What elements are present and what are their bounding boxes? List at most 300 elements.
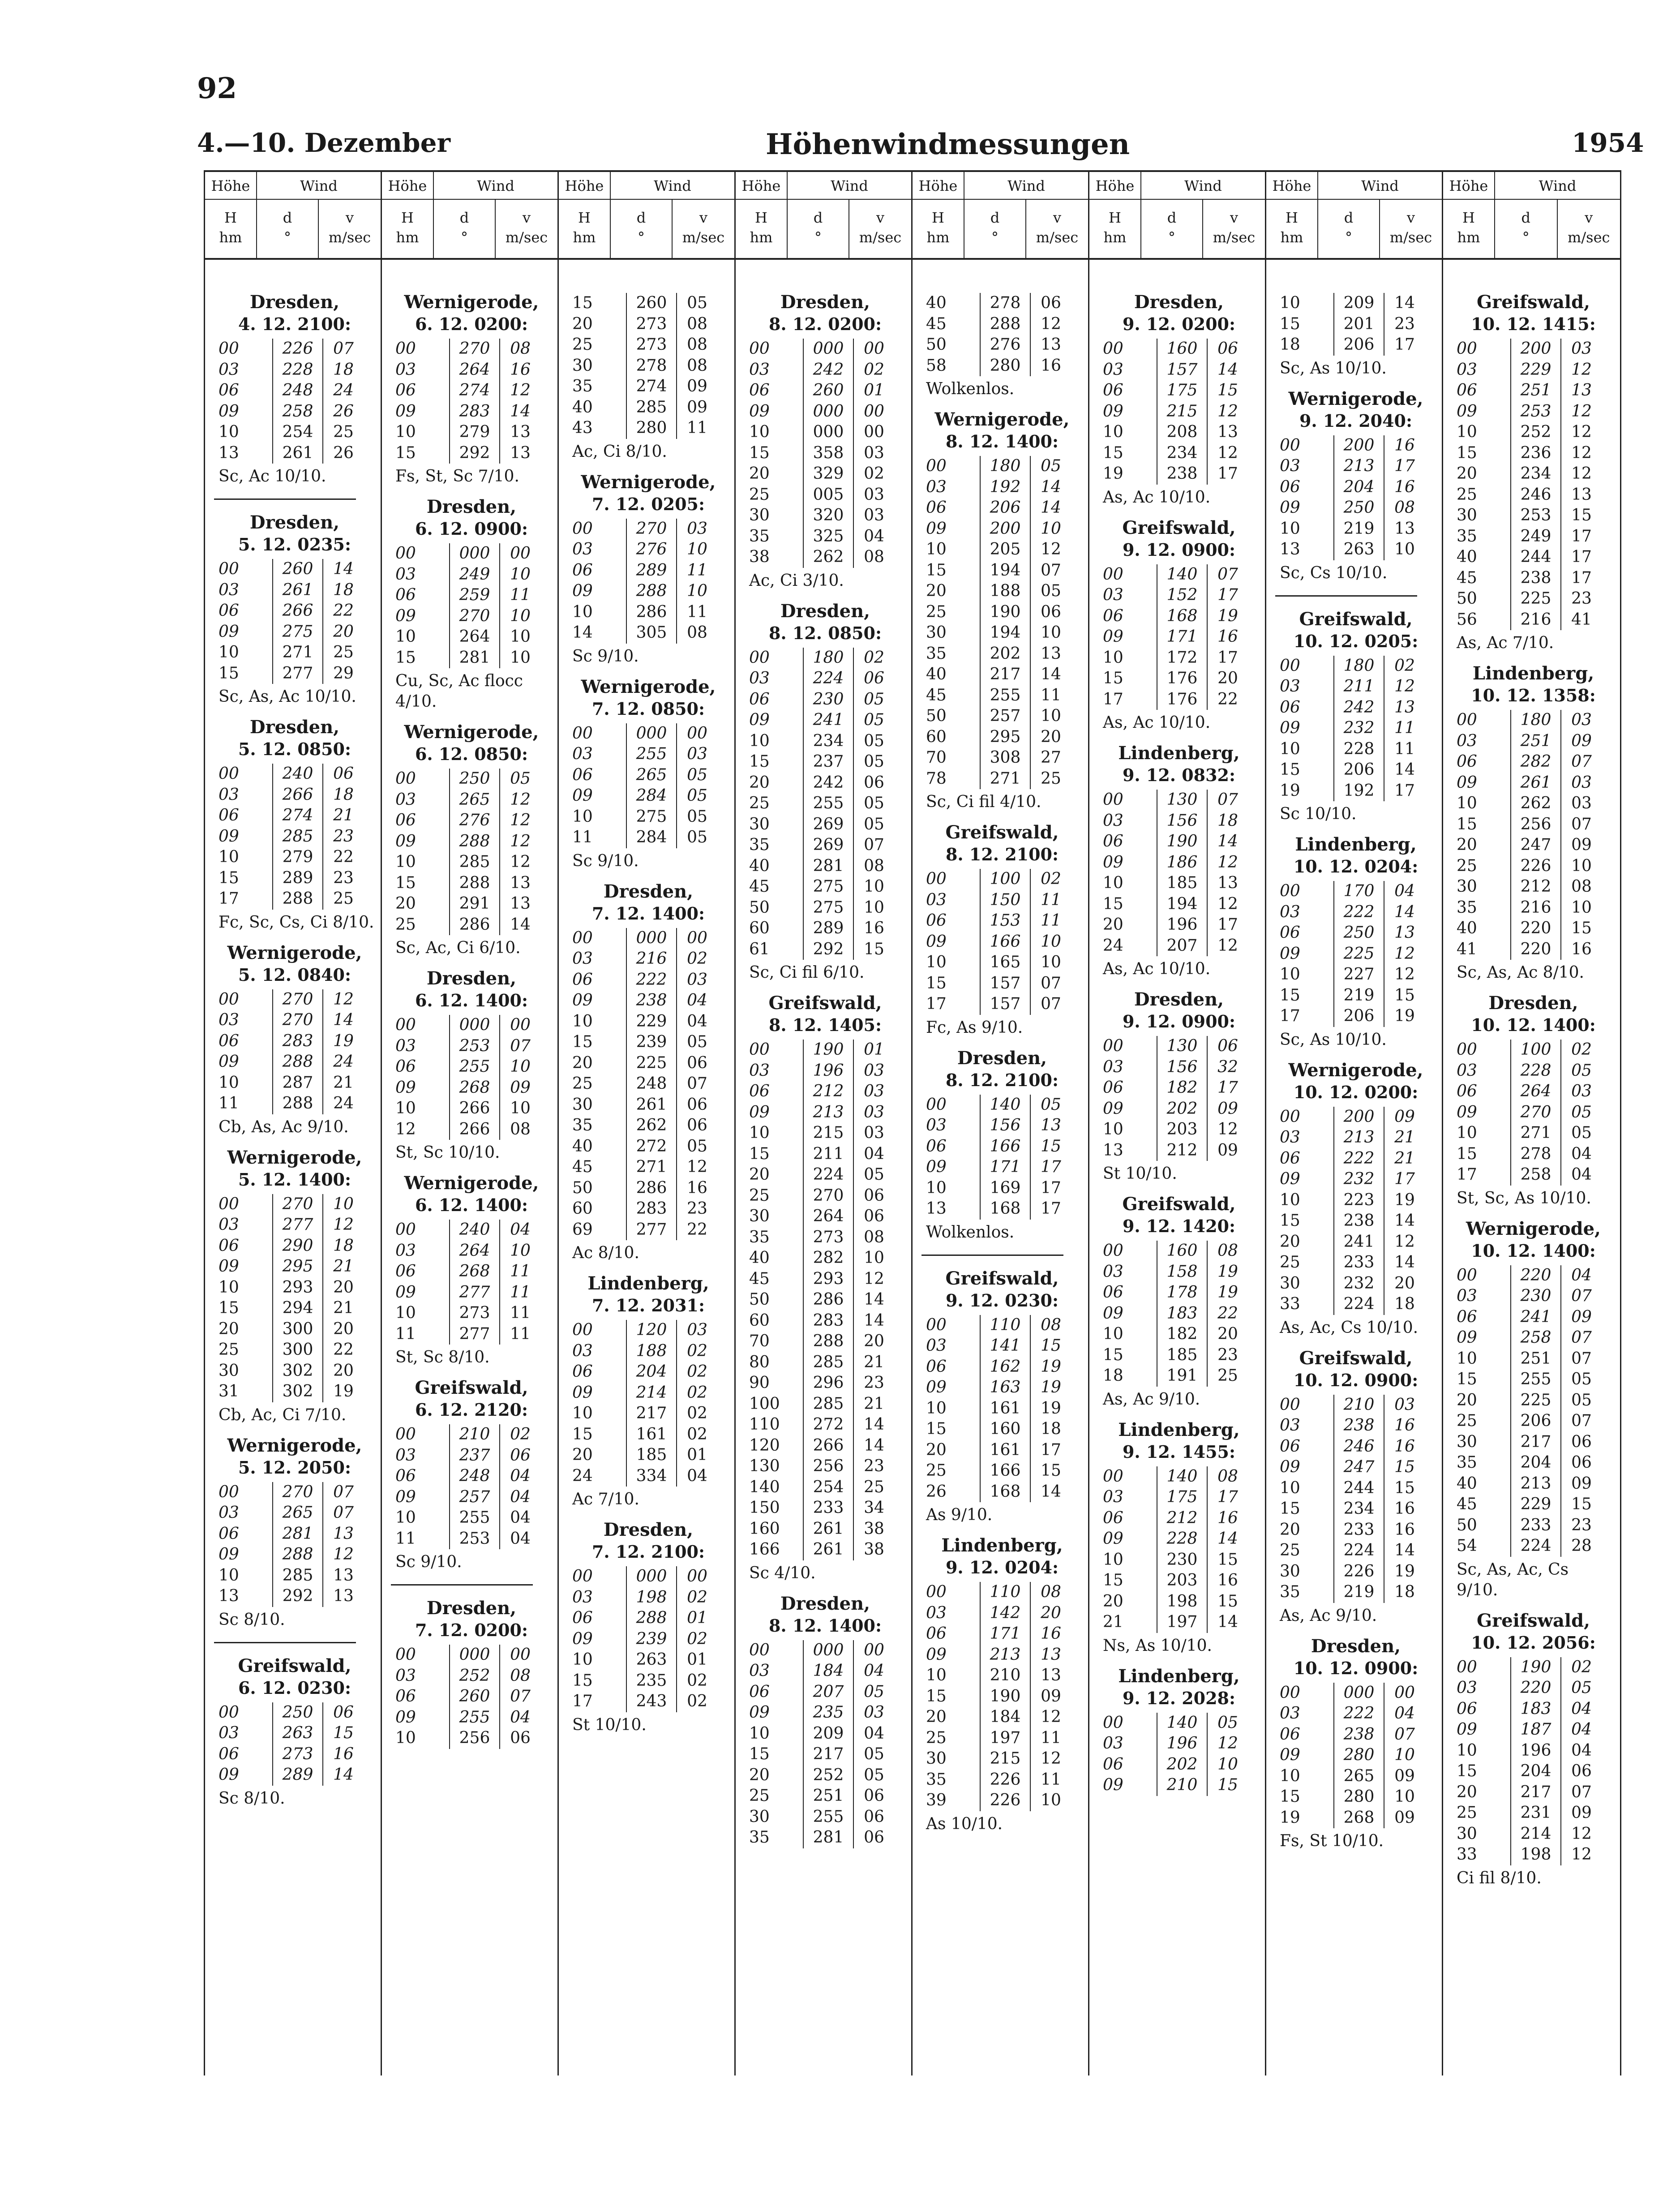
cell-speed: 07 [333, 1482, 354, 1501]
cell-direction: 168 [980, 1199, 1030, 1220]
cell-direction: 247 [1511, 835, 1561, 856]
cell-speed: 17 [1217, 648, 1238, 667]
cell-height: 25 [926, 1461, 947, 1480]
table-row [921, 932, 1071, 953]
table-row [745, 1682, 894, 1703]
cell-direction: 272 [803, 1414, 853, 1435]
observation-block [214, 511, 375, 707]
cloud-note: Cb, As, Ac 9/10. [219, 1117, 349, 1136]
cell-height: 03 [926, 1336, 947, 1355]
table-row [214, 989, 364, 1010]
cell-height: 09 [219, 622, 239, 641]
table-row [1098, 1713, 1248, 1734]
station-name: Lindenberg, [1118, 1419, 1240, 1440]
cell-speed: 15 [1394, 1478, 1415, 1497]
header-v [496, 200, 557, 258]
station-name: Wernigerode, [227, 1147, 362, 1168]
cell-speed: 04 [864, 1662, 884, 1680]
cell-speed: 12 [1041, 1708, 1061, 1726]
table-row [921, 994, 1071, 1015]
table-row [568, 1445, 717, 1466]
measurement-table [214, 1482, 364, 1607]
cell-direction: 239 [626, 1032, 677, 1053]
cell-direction: 190 [980, 602, 1030, 623]
table-row [391, 894, 540, 915]
cell-height: 10 [1280, 1190, 1300, 1209]
table-row [1452, 1328, 1602, 1349]
cell-speed: 12 [1217, 402, 1238, 421]
cloud-note: Sc 4/10. [749, 1564, 816, 1582]
table-row [391, 1098, 540, 1119]
measurement-table [921, 456, 1071, 789]
cell-speed: 17 [1217, 586, 1238, 604]
cell-speed: 11 [510, 1283, 531, 1302]
cell-height: 09 [1280, 719, 1300, 737]
cell-direction: 266 [273, 601, 323, 622]
measurement-table [568, 519, 717, 644]
cell-speed: 14 [864, 1436, 884, 1455]
observation-block [1275, 608, 1436, 825]
table-row [1452, 1144, 1602, 1165]
cell-height: 00 [1457, 711, 1477, 729]
header-d [788, 200, 849, 258]
table-row [921, 1377, 1071, 1398]
cell-direction: 226 [273, 339, 323, 360]
cell-height: 25 [219, 1341, 239, 1359]
cell-speed: 12 [1041, 1749, 1061, 1768]
cell-speed: 08 [864, 1228, 884, 1246]
observation-block [921, 1268, 1083, 1526]
cell-direction: 248 [450, 1466, 500, 1487]
table-row [1275, 477, 1425, 498]
table-row [745, 1081, 894, 1102]
header-h-text: H [224, 209, 237, 226]
cell-direction: 270 [450, 339, 500, 360]
cell-height: 06 [219, 806, 239, 825]
cloud-note: Ci fil 8/10. [1457, 1869, 1542, 1887]
cell-height: 13 [1280, 540, 1300, 559]
cell-speed: 10 [510, 627, 531, 646]
cell-direction: 203 [1157, 1570, 1207, 1591]
header-h-text: hm [926, 229, 950, 246]
observation-datetime: 10. 12. 1400: [1471, 1015, 1596, 1035]
cell-speed: 09 [1571, 1307, 1592, 1326]
cell-speed: 11 [1041, 911, 1061, 930]
cell-direction: 005 [803, 485, 853, 506]
cell-height: 10 [572, 807, 593, 826]
header-v-text: v [1230, 209, 1239, 226]
cell-speed: 14 [1217, 1530, 1238, 1548]
cloud-note: Sc, Cs 10/10. [1280, 563, 1388, 582]
cell-direction: 110 [980, 1315, 1030, 1336]
cell-direction: 214 [626, 1383, 677, 1404]
cell-direction: 270 [273, 1482, 323, 1503]
cell-speed: 10 [1041, 1791, 1061, 1809]
station-name: Wernigerode, [404, 722, 539, 743]
header-d-text: ° [1522, 229, 1530, 246]
cell-speed: 08 [864, 856, 884, 875]
table-row [745, 1477, 894, 1498]
cell-direction: 213 [980, 1645, 1030, 1666]
cell-height: 15 [572, 1671, 593, 1690]
cell-speed: 13 [333, 1587, 354, 1605]
table-row [568, 356, 717, 377]
cell-height: 00 [395, 1016, 416, 1034]
cell-speed: 02 [687, 1425, 707, 1444]
cell-speed: 10 [1394, 540, 1415, 559]
cell-direction: 271 [273, 642, 323, 663]
cell-direction: 280 [980, 356, 1030, 377]
cell-speed: 16 [333, 1745, 354, 1763]
table-row [1452, 568, 1602, 589]
observation-datetime: 4. 12. 2100: [238, 314, 351, 334]
table-row [921, 623, 1071, 644]
cell-direction: 204 [1511, 1761, 1561, 1782]
cell-direction: 165 [980, 952, 1030, 973]
cell-speed: 00 [864, 423, 884, 441]
cell-direction: 141 [980, 1336, 1030, 1357]
cell-direction: 184 [803, 1661, 853, 1682]
table-row [921, 1665, 1071, 1686]
measurement-table [391, 543, 540, 668]
table-row [568, 949, 717, 970]
table-row [1098, 1591, 1248, 1612]
cell-speed: 05 [510, 769, 531, 788]
cell-speed: 22 [333, 602, 354, 620]
table-row [568, 1608, 717, 1629]
cell-speed: 22 [333, 848, 354, 866]
cell-speed: 12 [333, 1216, 354, 1234]
cell-speed: 19 [1394, 1007, 1415, 1025]
cell-speed: 19 [1394, 1562, 1415, 1581]
cell-height: 10 [395, 1304, 416, 1322]
cell-speed: 24 [333, 1094, 354, 1113]
table-column [1266, 172, 1443, 2075]
cell-height: 06 [219, 1745, 239, 1763]
cell-height: 03 [926, 1116, 947, 1134]
cell-direction: 279 [273, 847, 323, 868]
cell-height: 09 [749, 1703, 770, 1722]
cell-speed: 12 [1571, 464, 1592, 483]
table-row [921, 644, 1071, 665]
cell-height: 03 [1280, 457, 1300, 475]
cell-height: 00 [572, 724, 593, 743]
table-row [745, 835, 894, 856]
cell-direction: 281 [273, 1524, 323, 1545]
table-row [568, 1691, 717, 1712]
cell-speed: 13 [510, 894, 531, 913]
header-v [1026, 200, 1088, 258]
cell-speed: 10 [864, 877, 884, 896]
cell-speed: 16 [1394, 436, 1415, 455]
observation-block [1275, 1059, 1436, 1338]
cell-speed: 10 [510, 1241, 531, 1260]
cell-speed: 16 [1571, 940, 1592, 958]
table-row [1098, 790, 1248, 811]
cell-direction: 270 [273, 1010, 323, 1031]
header-v-text: m/sec [682, 229, 725, 246]
cell-height: 40 [1457, 548, 1477, 566]
cell-height: 06 [749, 1082, 770, 1100]
cell-speed: 20 [1041, 1603, 1061, 1622]
cell-speed: 05 [864, 815, 884, 834]
table-row [1275, 1395, 1425, 1416]
table-row [745, 547, 894, 568]
cell-height: 15 [219, 868, 239, 887]
cloud-note: Ac 7/10. [572, 1490, 639, 1508]
cell-height: 70 [749, 1332, 770, 1350]
cell-direction: 206 [980, 498, 1030, 519]
cell-height: 21 [1103, 1613, 1123, 1631]
cell-speed: 02 [1041, 870, 1061, 888]
cell-direction: 000 [450, 543, 500, 564]
table-row [1452, 1349, 1602, 1370]
cell-height: 10 [1103, 648, 1123, 667]
cell-height: 40 [926, 294, 947, 312]
table-row [568, 928, 717, 949]
cell-speed: 16 [1394, 1437, 1415, 1456]
cell-speed: 10 [510, 1057, 531, 1076]
cell-direction: 283 [273, 1031, 323, 1052]
cell-height: 09 [1280, 1458, 1300, 1476]
table-row [1452, 1657, 1602, 1678]
cell-height: 03 [572, 1341, 593, 1360]
cell-height: 10 [1280, 1766, 1300, 1785]
table-row [214, 764, 364, 785]
observation-datetime: 8. 12. 1400: [945, 431, 1059, 451]
cell-speed: 15 [1394, 986, 1415, 1005]
cell-speed: 07 [1041, 561, 1061, 580]
cell-direction: 232 [1334, 1169, 1384, 1190]
table-row [1452, 443, 1602, 464]
cell-direction: 264 [450, 1241, 500, 1262]
header-h-text: H [755, 209, 767, 226]
table-row [214, 1723, 364, 1744]
header-d [1495, 200, 1558, 258]
cell-height: 09 [395, 832, 416, 851]
section-divider [214, 1642, 356, 1643]
cell-direction: 187 [1511, 1719, 1561, 1740]
station-name: Greifswald, [768, 993, 882, 1014]
cell-speed: 20 [1041, 727, 1061, 746]
cell-height: 20 [749, 773, 770, 792]
header-v-text: v [1053, 209, 1062, 226]
cell-direction: 204 [1511, 1452, 1561, 1474]
cell-direction: 211 [1334, 676, 1384, 697]
table-row [391, 1728, 540, 1749]
cell-speed: 07 [1571, 1349, 1592, 1368]
table-row [391, 1078, 540, 1099]
cell-speed: 12 [510, 381, 531, 400]
header-d-text: ° [461, 229, 468, 246]
cell-speed: 12 [1571, 1824, 1592, 1843]
cell-direction: 255 [450, 1057, 500, 1078]
cell-direction: 252 [450, 1666, 500, 1687]
cloud-note: Sc, As, Ac 10/10. [219, 688, 356, 706]
cell-direction: 255 [626, 744, 677, 765]
table-row [1275, 1724, 1425, 1745]
observation-block [391, 1597, 552, 1749]
cell-speed: 05 [864, 690, 884, 709]
cell-speed: 06 [333, 765, 354, 783]
cell-height: 00 [395, 1425, 416, 1444]
table-row [1098, 401, 1248, 422]
table-row [921, 1178, 1071, 1199]
table-row [921, 560, 1071, 581]
cell-direction: 277 [450, 1324, 500, 1345]
cell-direction: 288 [273, 1544, 323, 1565]
cell-speed: 10 [510, 648, 531, 667]
table-row [1098, 1036, 1248, 1057]
cell-speed: 19 [1217, 606, 1238, 625]
cell-height: 11 [395, 1324, 416, 1343]
table-row [1452, 939, 1602, 960]
cell-direction: 183 [1157, 1303, 1207, 1324]
cell-height: 10 [749, 1124, 770, 1142]
cell-height: 18 [1103, 1366, 1123, 1385]
cell-height: 140 [749, 1478, 780, 1496]
measurement-table [921, 1582, 1071, 1811]
cloud-note: Ac, Ci 3/10. [749, 571, 844, 590]
cloud-note: Sc, Ci fil 6/10. [749, 963, 865, 982]
cell-speed: 09 [687, 398, 707, 417]
cell-height: 20 [395, 894, 416, 913]
table-row [921, 1707, 1071, 1728]
header-h [736, 200, 788, 258]
cell-speed: 05 [864, 794, 884, 812]
table-row [568, 1053, 717, 1074]
table-row [1275, 1148, 1425, 1169]
cell-height: 06 [1103, 1079, 1123, 1097]
table-row [1275, 519, 1425, 540]
table-row [745, 1248, 894, 1269]
cell-direction: 217 [980, 664, 1030, 685]
cell-direction: 277 [626, 1220, 677, 1241]
header-h [913, 200, 964, 258]
cell-height: 09 [926, 1158, 947, 1176]
cell-height: 09 [1457, 402, 1477, 421]
table-row [1275, 539, 1425, 560]
table-row [1275, 1273, 1425, 1294]
table-row [1452, 422, 1602, 443]
table-row [1098, 1078, 1248, 1099]
cell-speed: 10 [1217, 1755, 1238, 1774]
cloud-note: Cb, Ac, Ci 7/10. [219, 1405, 347, 1424]
table-row [745, 793, 894, 814]
cell-height: 03 [1103, 1057, 1123, 1076]
cell-direction: 261 [1511, 773, 1561, 794]
cell-direction: 255 [1511, 1369, 1561, 1390]
cell-height: 03 [749, 360, 770, 379]
cell-height: 03 [395, 1241, 416, 1260]
cell-height: 20 [926, 1708, 947, 1726]
header-d-text: d [990, 209, 1000, 226]
cell-direction: 182 [1157, 1078, 1207, 1099]
table-row [745, 360, 894, 381]
cell-direction: 000 [626, 723, 677, 744]
header-wind-text: Wind [1539, 177, 1577, 194]
cell-direction: 289 [273, 1765, 323, 1786]
cell-height: 40 [572, 1137, 593, 1156]
header-wind [964, 172, 1088, 200]
cell-direction: 295 [980, 727, 1030, 748]
table-row [745, 898, 894, 919]
table-row [1452, 547, 1602, 568]
cell-speed: 14 [1217, 832, 1238, 851]
cell-speed: 03 [864, 1082, 884, 1100]
cell-direction: 274 [626, 376, 677, 397]
cell-height: 15 [572, 1425, 593, 1444]
year: 1954 [1572, 128, 1644, 158]
cell-height: 15 [1457, 1144, 1477, 1163]
cell-height: 10 [572, 1650, 593, 1669]
cell-speed: 01 [864, 1040, 884, 1059]
table-row [568, 1157, 717, 1178]
cell-height: 10 [395, 423, 416, 441]
cell-direction: 271 [980, 769, 1030, 790]
measurement-table [1098, 1241, 1248, 1387]
observation-datetime: 5. 12. 2050: [238, 1457, 351, 1478]
table-row [214, 1277, 364, 1298]
table-row [1452, 731, 1602, 752]
header-v-text: m/sec [1036, 229, 1079, 246]
cell-height: 00 [219, 1482, 239, 1501]
cell-height: 25 [1457, 856, 1477, 875]
cell-speed: 12 [1571, 1845, 1592, 1864]
table-column [913, 172, 1089, 2075]
cell-direction: 176 [1157, 668, 1207, 689]
table-row [1098, 380, 1248, 401]
cell-speed: 10 [1394, 1788, 1415, 1806]
cell-direction: 156 [1157, 811, 1207, 832]
cell-speed: 09 [1394, 1766, 1415, 1785]
cell-direction: 286 [626, 602, 677, 623]
cell-height: 09 [1103, 1776, 1123, 1794]
cell-height: 09 [395, 606, 416, 625]
station-name: Dresden, [1488, 993, 1578, 1014]
observation-datetime: 6. 12. 1400: [415, 1195, 528, 1215]
cloud-note: St 10/10. [572, 1715, 647, 1734]
cell-speed: 14 [1041, 665, 1061, 683]
column-header [1089, 172, 1265, 260]
cell-height: 15 [1103, 894, 1123, 913]
cell-speed: 08 [510, 339, 531, 358]
table-row [1275, 964, 1425, 985]
observation-block [214, 1147, 375, 1426]
table-row [1098, 1775, 1248, 1796]
cell-height: 09 [1103, 1099, 1123, 1118]
cell-direction: 251 [1511, 380, 1561, 401]
cell-height: 40 [749, 1249, 770, 1267]
table-row [214, 580, 364, 601]
cell-direction: 160 [1157, 1241, 1207, 1262]
cell-height: 10 [572, 602, 593, 621]
table-row [1452, 1061, 1602, 1082]
table-row [1275, 760, 1425, 781]
table-row [1275, 1232, 1425, 1253]
cell-speed: 11 [1041, 1728, 1061, 1747]
observation-block [568, 471, 729, 667]
cell-height: 00 [572, 1567, 593, 1586]
table-row [391, 831, 540, 852]
table-row [391, 360, 540, 381]
table-row [921, 1770, 1071, 1791]
header-wind [1495, 172, 1620, 200]
cell-direction: 280 [626, 418, 677, 439]
station-name: Greifswald, [1299, 608, 1413, 630]
cell-speed: 20 [864, 1332, 884, 1350]
station-name: Greifswald, [1476, 1610, 1590, 1631]
